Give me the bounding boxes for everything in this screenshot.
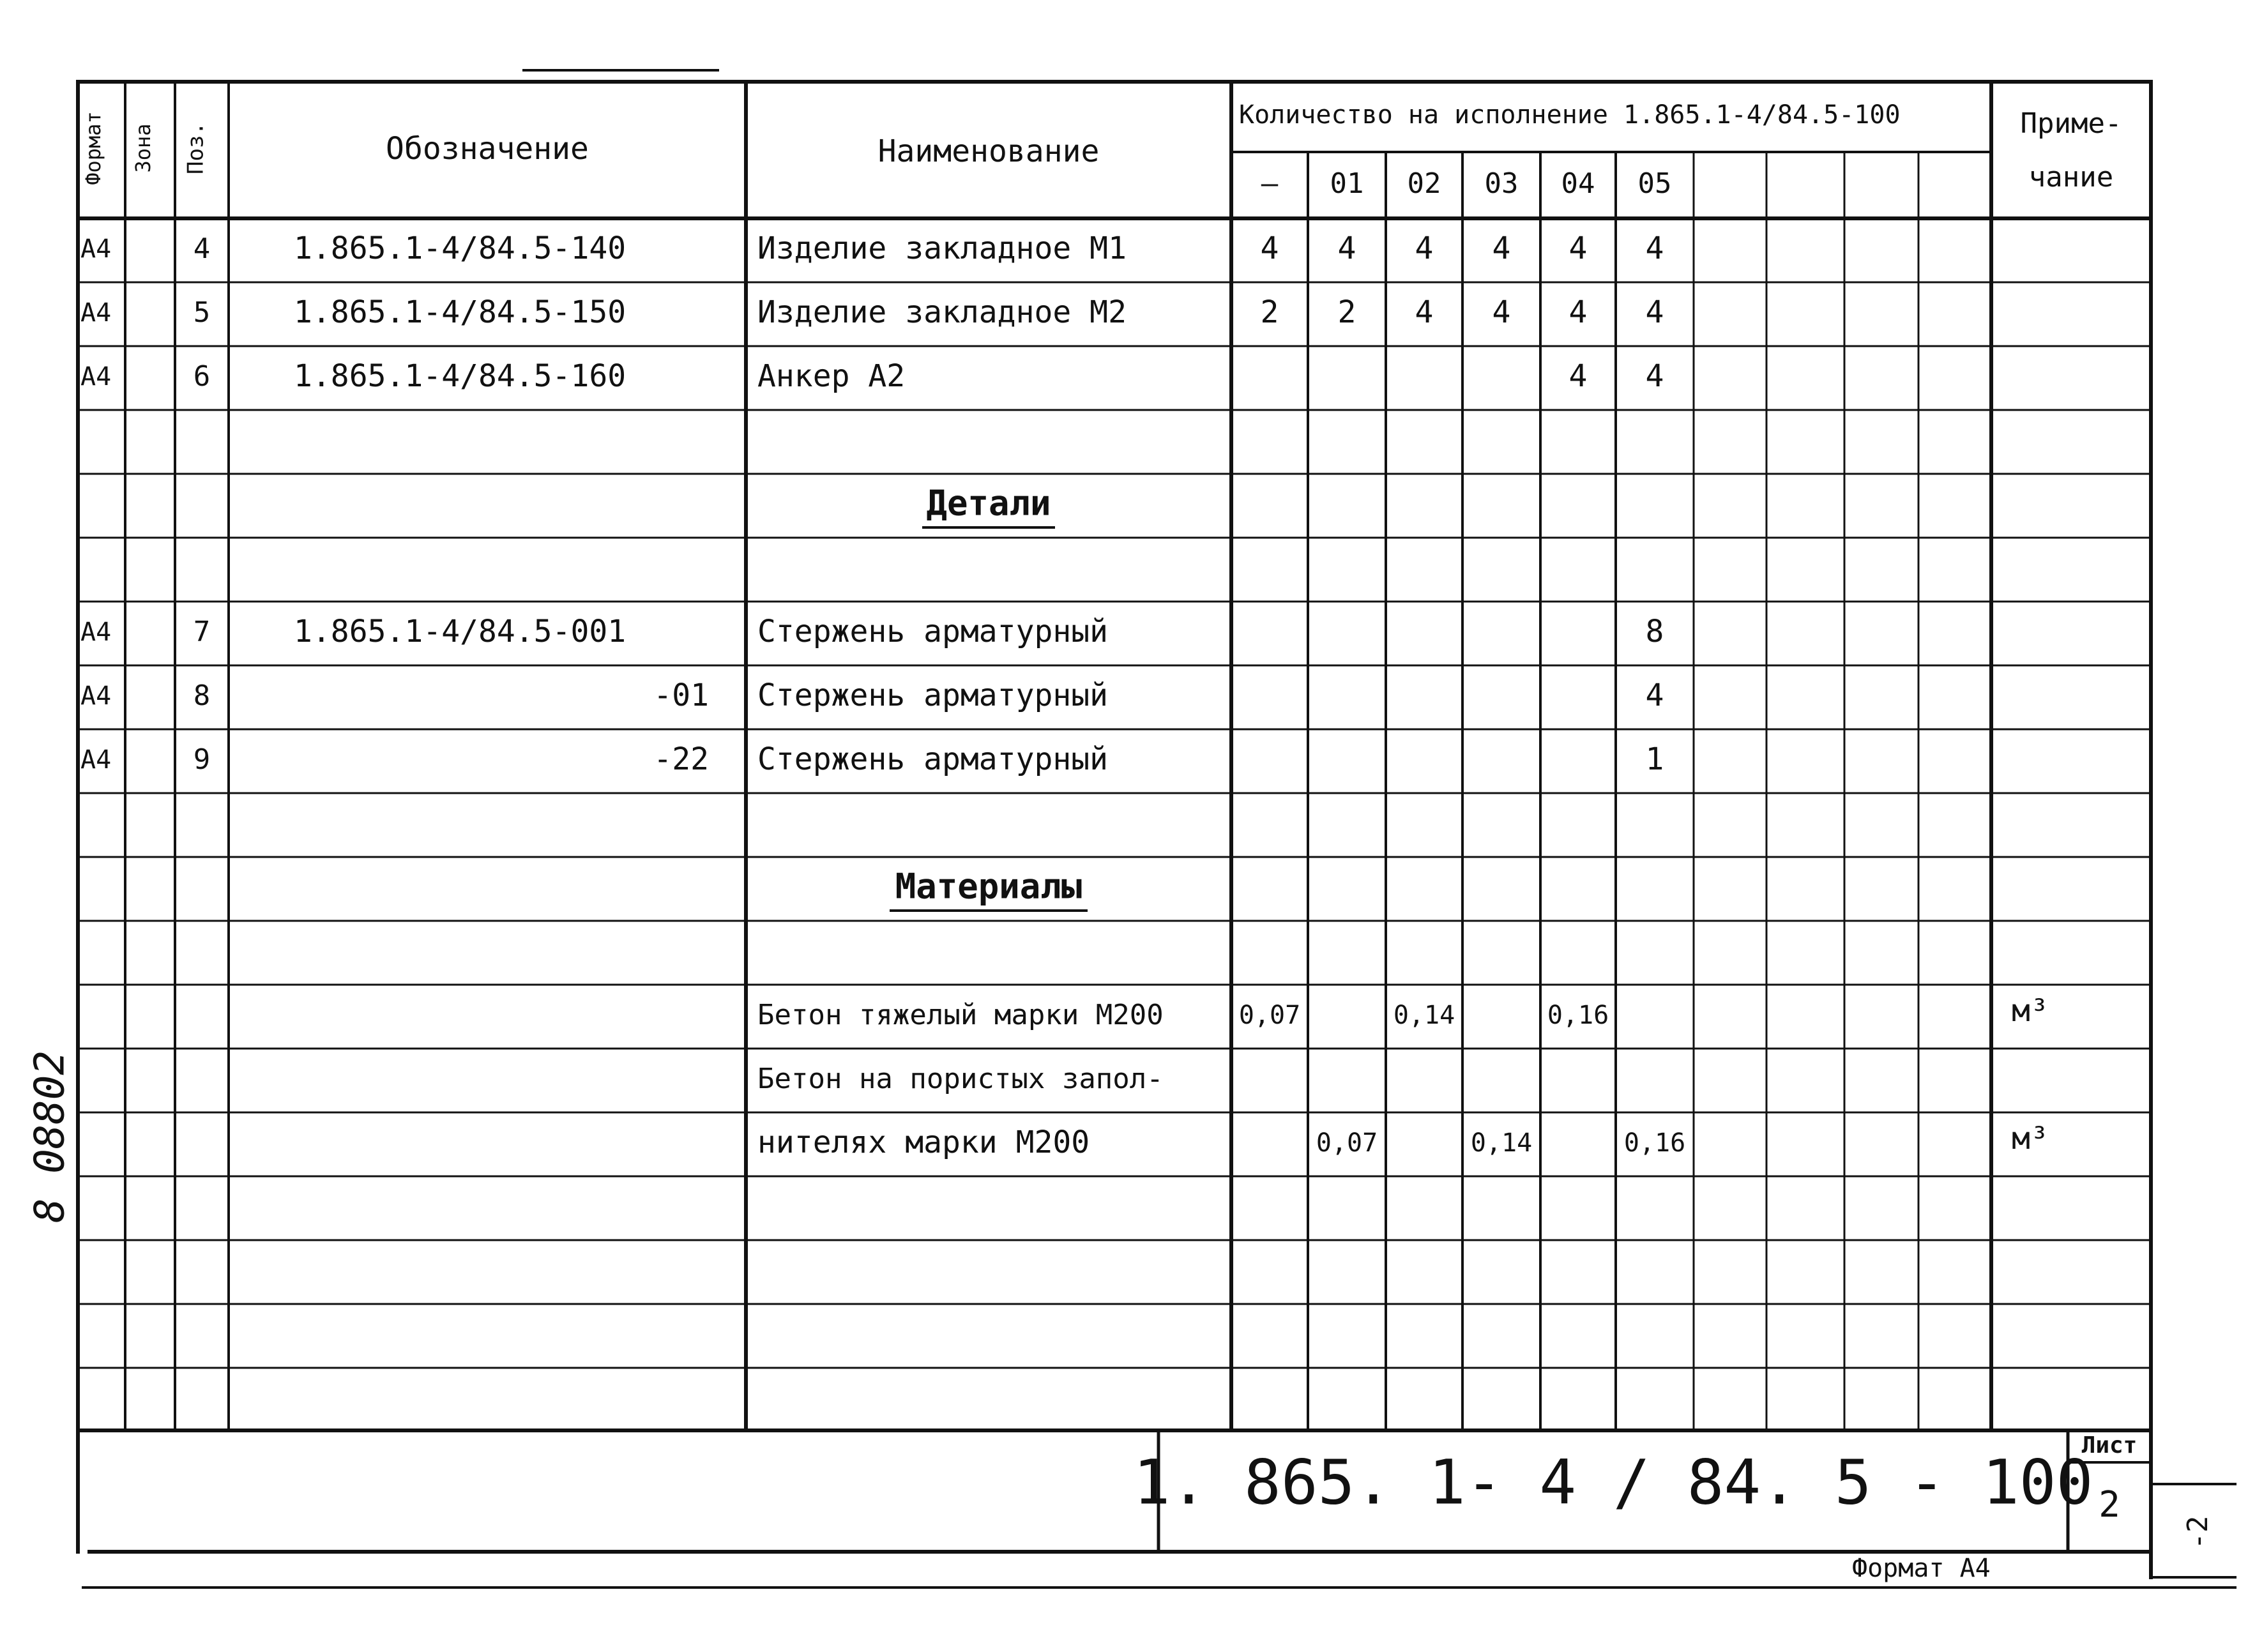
table-row bbox=[80, 741, 1664, 777]
row-designation: 1.865.1-4/84.5-140 bbox=[294, 231, 627, 266]
header-note-line2: чание bbox=[2028, 161, 2114, 193]
table-header bbox=[81, 100, 2122, 200]
section-heading: Детали bbox=[926, 483, 1051, 524]
row-name: Стержень арматурный bbox=[757, 614, 1109, 649]
table-row bbox=[80, 614, 1664, 649]
table-row bbox=[80, 231, 1664, 266]
row-name: Бетон на пористых запол- bbox=[757, 1063, 1164, 1095]
row-position: 6 bbox=[193, 360, 211, 393]
row-format: А4 bbox=[80, 745, 112, 775]
row-quantity-0: 4 bbox=[1260, 231, 1279, 266]
row-quantity-4: 4 bbox=[1568, 358, 1588, 394]
row-quantity-2: 4 bbox=[1415, 231, 1434, 266]
header-execution-5: 05 bbox=[1637, 167, 1672, 200]
table-row bbox=[80, 358, 1664, 394]
row-name: Изделие закладное М2 bbox=[757, 294, 1127, 330]
row-name: Бетон тяжелый марки М200 bbox=[757, 999, 1164, 1031]
header-execution-3: 03 bbox=[1484, 167, 1519, 200]
corner-mark: -2 bbox=[2182, 1515, 2214, 1550]
row-name: нителях марки М200 bbox=[757, 1125, 1090, 1160]
row-quantity-4: 0,16 bbox=[1547, 1001, 1609, 1030]
row-format: А4 bbox=[80, 681, 112, 711]
table-row bbox=[757, 1063, 1164, 1095]
row-quantity-1: 4 bbox=[1337, 231, 1356, 266]
row-quantity-5: 4 bbox=[1645, 294, 1664, 330]
row-name: Стержень арматурный bbox=[757, 678, 1109, 713]
header-quantity: Количество на исполнение 1.865.1-4/84.5-100 bbox=[1239, 100, 1901, 130]
row-quantity-5: 8 bbox=[1645, 614, 1664, 649]
row-name: Изделие закладное М1 bbox=[757, 231, 1127, 266]
row-designation: 1.865.1-4/84.5-160 bbox=[294, 358, 627, 394]
sheet-label: Лист bbox=[2081, 1432, 2138, 1459]
row-position: 8 bbox=[193, 679, 211, 712]
header-note-line1: Приме- bbox=[2020, 107, 2122, 140]
row-quantity-4: 4 bbox=[1568, 294, 1588, 330]
row-quantity-5: 4 bbox=[1645, 358, 1664, 394]
header-execution-4: 04 bbox=[1561, 167, 1595, 200]
row-position: 5 bbox=[193, 296, 211, 329]
row-format: А4 bbox=[80, 298, 112, 328]
row-name: Анкер А2 bbox=[757, 358, 906, 394]
margin-note: 8 08802 bbox=[26, 1050, 74, 1223]
header-name: Наименование bbox=[877, 133, 1100, 169]
row-position: 4 bbox=[193, 232, 211, 265]
row-quantity-5: 1 bbox=[1645, 741, 1664, 777]
row-name: Стержень арматурный bbox=[757, 741, 1109, 777]
section-heading: Материалы bbox=[895, 866, 1082, 907]
row-quantity-5: 0,16 bbox=[1623, 1128, 1686, 1158]
row-quantity-1: 0,07 bbox=[1316, 1128, 1378, 1158]
document-code: 1. 865. 1- 4 / 84. 5 - 100 bbox=[1133, 1446, 2093, 1519]
row-note: м³ bbox=[2012, 1121, 2049, 1156]
header-zone: Зона bbox=[131, 123, 155, 173]
row-position: 7 bbox=[193, 616, 211, 648]
row-quantity-1: 2 bbox=[1337, 294, 1356, 330]
row-note: м³ bbox=[2012, 993, 2049, 1029]
row-format: А4 bbox=[80, 618, 112, 647]
header-execution-0: — bbox=[1261, 167, 1279, 200]
row-quantity-0: 0,07 bbox=[1238, 1001, 1301, 1030]
section-row bbox=[923, 483, 1054, 527]
row-quantity-2: 0,14 bbox=[1393, 1001, 1455, 1030]
row-position: 9 bbox=[193, 743, 211, 776]
header-format: Формат bbox=[81, 111, 105, 185]
row-format: А4 bbox=[80, 362, 112, 391]
header-designation: Обозначение bbox=[386, 131, 589, 167]
table-row bbox=[80, 678, 1664, 713]
table-row bbox=[757, 993, 2049, 1031]
table-row bbox=[80, 294, 1664, 330]
row-quantity-5: 4 bbox=[1645, 678, 1664, 713]
row-quantity-3: 0,14 bbox=[1470, 1128, 1533, 1158]
row-quantity-2: 4 bbox=[1415, 294, 1434, 330]
title-block bbox=[78, 1430, 2151, 1583]
row-designation: -01 bbox=[653, 678, 709, 713]
row-quantity-3: 4 bbox=[1492, 294, 1511, 330]
format-footer: Формат А4 bbox=[1852, 1554, 1991, 1583]
sheet-number: 2 bbox=[2099, 1484, 2120, 1526]
table-row bbox=[757, 1121, 2049, 1160]
section-row bbox=[891, 867, 1086, 911]
row-designation: 1.865.1-4/84.5-150 bbox=[294, 294, 627, 330]
row-quantity-4: 4 bbox=[1568, 231, 1588, 266]
row-designation: -22 bbox=[653, 741, 709, 777]
row-designation: 1.865.1-4/84.5-001 bbox=[294, 614, 627, 649]
row-quantity-5: 4 bbox=[1645, 231, 1664, 266]
header-position: Поз. bbox=[183, 122, 209, 174]
row-quantity-3: 4 bbox=[1492, 231, 1511, 266]
table-body bbox=[80, 231, 2049, 1160]
header-execution-1: 01 bbox=[1330, 167, 1364, 200]
row-format: А4 bbox=[80, 234, 112, 264]
header-execution-2: 02 bbox=[1407, 167, 1441, 200]
row-quantity-0: 2 bbox=[1260, 294, 1279, 330]
